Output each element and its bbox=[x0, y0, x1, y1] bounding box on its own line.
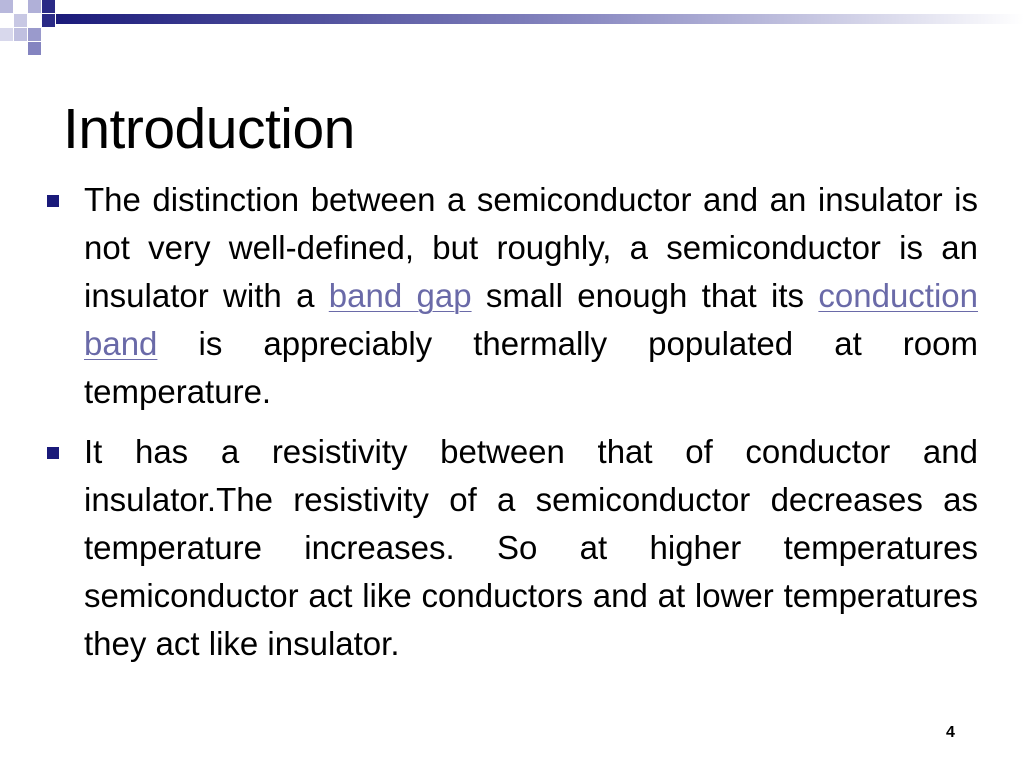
bullet-text: It has a resistivity between that of conductor and insulator.The resistivity of a semiconductor decreases as temperature increases. So at higher temperatures semiconductor act like conductors and at lower temperatures they act like insulator. bbox=[84, 433, 978, 662]
conduction-band-link[interactable]: conduction band bbox=[84, 277, 979, 362]
bullet-item bbox=[44, 176, 978, 416]
deco-square bbox=[14, 14, 27, 27]
header-decoration bbox=[0, 0, 1024, 70]
header-gradient-bar bbox=[56, 14, 1024, 24]
slide-title: Introduction bbox=[63, 97, 355, 161]
bullet-text: is appreciably thermally populated at room temperature. bbox=[84, 325, 978, 410]
slide-number: 4 bbox=[946, 724, 955, 741]
bullet-item bbox=[44, 428, 978, 668]
deco-square bbox=[42, 0, 55, 13]
deco-square bbox=[0, 28, 13, 41]
deco-square bbox=[28, 42, 41, 55]
deco-square bbox=[28, 28, 41, 41]
deco-square bbox=[0, 0, 13, 13]
deco-square bbox=[42, 14, 55, 27]
bullet-list bbox=[44, 176, 978, 680]
bullet-text: The distinction between a semiconductor and an insulator is not very well-defined, but roughly, a semiconductor is an insulator with a bbox=[84, 181, 978, 314]
band-gap-link[interactable]: band gap bbox=[328, 277, 472, 314]
deco-square bbox=[14, 28, 27, 41]
square-bullet-icon bbox=[47, 195, 59, 207]
bullet-text: small enough that its bbox=[471, 277, 819, 314]
square-bullet-icon bbox=[47, 447, 59, 459]
deco-square bbox=[28, 0, 41, 13]
